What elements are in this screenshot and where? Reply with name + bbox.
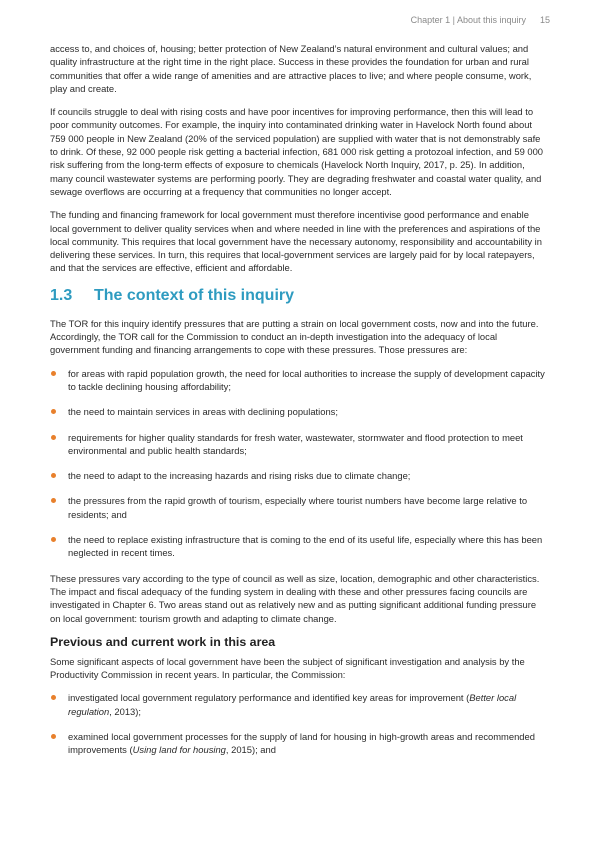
- list-item: for areas with rapid population growth, the need for local authorities to increase the supply of development capacity to tackle declining housing affordability;: [50, 367, 548, 394]
- list-item: the need to adapt to the increasing hazards and rising risks due to climate change;: [50, 469, 548, 482]
- report-title: Using land for housing: [132, 744, 226, 756]
- bullet-icon: [51, 537, 56, 542]
- bullet-icon: [51, 695, 56, 700]
- paragraph: Some significant aspects of local government have been the subject of significant investigation and analysis by the Productivity Commission in recent years. In particular, the Commission:: [50, 655, 525, 681]
- report-title: Better local regulation: [68, 692, 517, 717]
- list-item: the need to maintain services in areas with declining populations;: [50, 405, 548, 418]
- paragraph: The TOR for this inquiry identify pressures that are putting a strain on local government costs, now and into the future. Accordingly, the TOR call for the Commission to conduct an in-depth investigation into the adequacy of local government funding and financing arrangements to cope with these pressures. Those pressures are:: [50, 317, 539, 356]
- page-body: [50, 42, 548, 769]
- bullet-icon: [51, 473, 56, 478]
- list-item: the pressures from the rapid growth of tourism, especially where tourist numbers have become large relative to residents; and: [50, 494, 548, 521]
- paragraph: The funding and financing framework for local government must therefore incentivise good performance and enable local government to deliver quality services when and where needed in line with the preferences and aspirations of the local community. This requires that local government have the necessary autonomy, responsibility and accountability in delivering these services. In turn, this requires that local-government services are largely paid for by local ratepayers, and that the services are effective, efficient and affordable.: [50, 209, 542, 274]
- paragraph: If councils struggle to deal with rising costs and have poor incentives for improving performance, then this will lead to poor community outcomes. For example, the inquiry into contaminated drinking water in Havelock North found about 759 000 people in New Zealand (20% of the serviced population) are supplied with water that is not demonstrably safe to drink. Of these, 92 000 people risk getting a bacterial infection, 681 000 risk getting a protozoal infection, and 59 000 risk suffering from the long-term effects of exposure to chemicals (Havelock North Inquiry, 2017, p. 25). In addition, many council wastewater systems are performing poorly. They are degrading freshwater and coastal water quality, and sewage overflows are occurring at a frequency that communities no longer accept.: [50, 106, 544, 197]
- subheading: Previous and current work in this area: [50, 634, 276, 649]
- chapter-label: Chapter 1 | About this inquiry: [410, 15, 526, 25]
- paragraph: access to, and choices of, housing; better protection of New Zealand’s natural environment and cultural values; and quality infrastructure at the right time in the right place. Success in these provides the foundation for urban and rural communities that offer a wide range of amenities and are attractive places to live; and where people consume, work, play and create.: [50, 43, 532, 94]
- bullet-icon: [51, 734, 56, 739]
- bullet-icon: [51, 371, 56, 376]
- list-item: the need to replace existing infrastructure that is coming to the end of its useful life, especially where this has been neglected in recent times.: [50, 533, 548, 560]
- running-header: [411, 15, 550, 25]
- pressures-list: [50, 367, 548, 560]
- section-heading: [50, 287, 548, 305]
- page-number: 15: [539, 15, 550, 25]
- section-title: The context of this inquiry: [94, 286, 295, 304]
- bullet-icon: [51, 435, 56, 440]
- list-item: investigated local government regulatory performance and identified key areas for improvement (Better local regulation, 2013);: [50, 691, 548, 718]
- bullet-icon: [51, 498, 56, 503]
- paragraph: These pressures vary according to the type of council as well as size, location, demographic and other characteristics. The impact and fiscal adequacy of the funding system in dealing with these and other pressures facing councils are investigated in Chapter 6. Two areas stand out as relatively new and as putting significant additional funding pressure on local government: tourism growth and adapting to climate change.: [50, 572, 540, 624]
- list-item: requirements for higher quality standards for fresh water, wastewater, stormwater and flood protection to meet environmental and public health standards;: [50, 431, 548, 458]
- previous-work-list: [50, 691, 548, 756]
- section-number: 1.3: [50, 286, 73, 304]
- list-item: examined local government processes for the supply of land for housing in high-growth areas and recommended improvements (Using land for housing, 2015); and: [50, 730, 548, 757]
- bullet-icon: [51, 409, 56, 414]
